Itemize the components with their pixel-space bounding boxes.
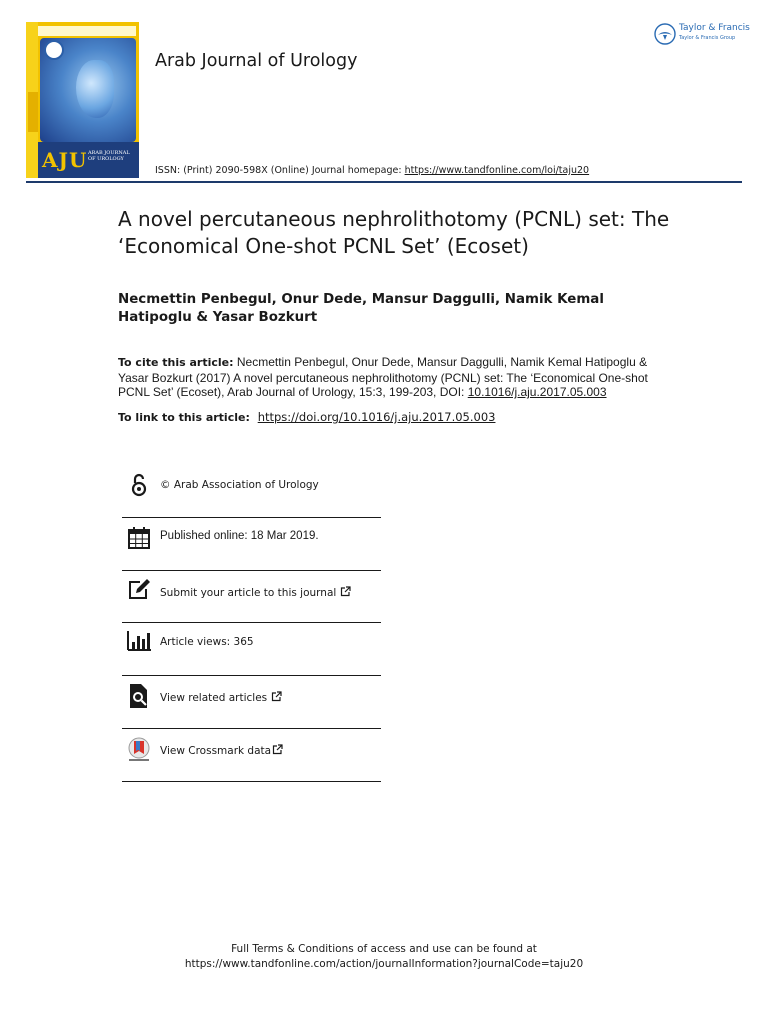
issn-text: ISSN: (Print) 2090-598X (Online) Journal homepage: (155, 165, 405, 176)
issn-line (155, 165, 589, 176)
bar-chart-icon (126, 628, 152, 654)
crossmark-icon (126, 737, 152, 763)
crossmark-link[interactable] (160, 744, 283, 757)
published-online-text: Published online: 18 Mar 2019. (160, 530, 319, 542)
crossmark-text: View Crossmark data (160, 745, 272, 757)
article-authors: Necmettin Penbegul, Onur Dede, Mansur Daggulli, Namik Kemal Hatipoglu & Yasar Bozkurt (118, 292, 604, 325)
crossmark-row[interactable] (122, 729, 381, 782)
related-articles-row[interactable] (122, 676, 381, 729)
terms-line-2[interactable]: https://www.tandfonline.com/action/journalInformation?journalCode=taju20 (184, 958, 584, 970)
submit-article-row[interactable] (122, 570, 381, 623)
header-divider (26, 181, 742, 183)
citation-label: To cite this article: (118, 356, 234, 369)
article-doi-link[interactable]: https://doi.org/10.1016/j.aju.2017.05.003 (257, 410, 496, 424)
submit-article-link[interactable] (160, 586, 351, 599)
copyright-text: © Arab Association of Urology (160, 479, 319, 491)
external-link-icon (272, 744, 283, 755)
article-views-text: Article views: 365 (160, 636, 254, 648)
article-views-row (122, 623, 381, 676)
edit-icon (126, 577, 152, 603)
publisher-logo[interactable] (654, 22, 750, 46)
article-link-label: To link to this article: (118, 411, 254, 424)
journal-name: Arab Journal of Urology (155, 51, 358, 71)
external-link-icon (340, 586, 351, 597)
citation-text: Necmettin Penbegul, Onur Dede, Mansur Daggulli, Namik Kemal Hatipoglu & Yasar Bozkurt (2017) A novel percutaneous nephrolithotomy (PCNL) set: The ‘Economical One-shot PCNL Set’ (Ecoset), Arab Journal of Urology, 15:3, 199-203, DOI: (118, 355, 648, 399)
copyright-divider (122, 466, 381, 518)
publisher-logo-icon (654, 23, 676, 45)
external-link-icon (271, 691, 282, 702)
published-online-row (122, 518, 381, 571)
submit-article-text: Submit your article to this journal (160, 587, 337, 599)
publisher-name: Taylor & Francis (679, 23, 750, 33)
cover-top-box (38, 26, 136, 36)
related-articles-link[interactable] (160, 691, 282, 704)
terms-footer (0, 942, 768, 972)
journal-homepage-link[interactable]: https://www.tandfonline.com/loi/taju20 (404, 165, 590, 176)
cover-artwork (40, 38, 136, 142)
terms-line-1: Full Terms & Conditions of access and use can be found at (231, 943, 537, 955)
citation-doi-link[interactable]: 10.1016/j.aju.2017.05.003 (467, 385, 607, 399)
cover-journal-name: ARAB JOURNAL OF UROLOGY (88, 150, 130, 162)
related-articles-text: View related articles (160, 692, 268, 704)
cover-side-band (28, 92, 38, 132)
kidney-illustration (76, 60, 114, 118)
cover-logo: AJU (42, 148, 88, 172)
citation-block (118, 355, 648, 400)
cover-seal-icon (44, 40, 64, 60)
search-document-icon (126, 683, 152, 709)
publisher-group: Taylor & Francis Group (679, 35, 736, 41)
journal-cover (26, 22, 139, 178)
calendar-icon (126, 525, 152, 551)
article-link-row (118, 410, 495, 424)
article-title: A novel percutaneous nephrolithotomy (PCNL) set: The ‘Economical One-shot PCNL Set’ (Ecoset) (118, 207, 670, 258)
